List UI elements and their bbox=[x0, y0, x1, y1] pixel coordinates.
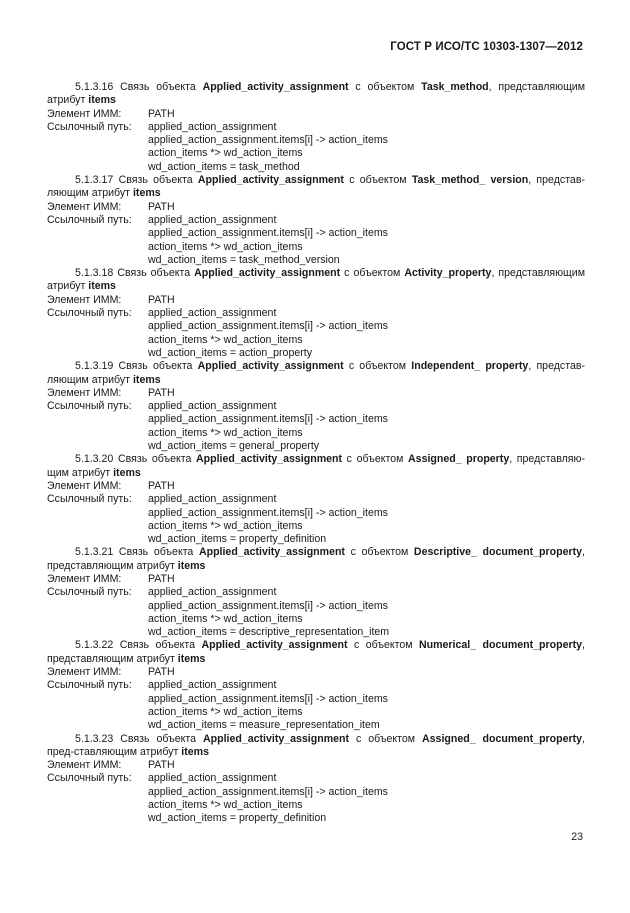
target-entity-name: Assigned_ document_property bbox=[422, 732, 583, 745]
element-row bbox=[47, 759, 585, 772]
section-heading bbox=[47, 546, 585, 573]
heading-text: , представляющим атрибут bbox=[47, 639, 585, 665]
source-entity-name: Applied_activity_assignment bbox=[194, 267, 341, 280]
heading-text: , представ-ляющим атрибут bbox=[47, 360, 585, 386]
section-number: 5.1.3.16 bbox=[75, 81, 114, 93]
ref-path-row bbox=[47, 400, 585, 413]
ref-path-line: applied_action_assignment bbox=[148, 120, 277, 133]
ref-path-row bbox=[47, 772, 585, 785]
section-number: 5.1.3.20 bbox=[75, 453, 114, 466]
target-entity-name: Activity_property bbox=[404, 267, 492, 280]
page-number: 23 bbox=[571, 831, 583, 843]
element-label: Элемент ИММ: bbox=[47, 572, 122, 585]
ref-path-label: Ссылочный путь: bbox=[47, 586, 132, 599]
section-number: 5.1.3.21 bbox=[75, 546, 114, 559]
ref-path-line: applied_action_assignment.items[i] -> action_items bbox=[148, 785, 388, 798]
ref-path-continuation bbox=[47, 413, 585, 453]
element-label: Элемент ИММ: bbox=[47, 666, 122, 679]
element-row bbox=[47, 573, 585, 586]
section-heading bbox=[47, 174, 585, 201]
document-code-header: ГОСТ Р ИСО/ТС 10303-1307—2012 bbox=[390, 41, 583, 53]
attribute-name: items bbox=[113, 466, 141, 479]
element-label: Элемент ИММ: bbox=[47, 200, 122, 213]
heading-text: с объектом bbox=[342, 453, 409, 466]
section-number: 5.1.3.23 bbox=[75, 732, 114, 745]
ref-path-line: applied_action_assignment bbox=[148, 493, 277, 506]
ref-path-line: applied_action_assignment bbox=[148, 586, 277, 599]
element-row bbox=[47, 387, 585, 400]
ref-path-line: wd_action_items = action_property bbox=[148, 346, 313, 359]
target-entity-name: Task_method_ version bbox=[411, 174, 529, 187]
source-entity-name: Applied_activity_assignment bbox=[202, 81, 349, 93]
element-row bbox=[47, 108, 585, 121]
heading-text: Связь объекта bbox=[113, 639, 202, 652]
ref-path-line: wd_action_items = task_method bbox=[148, 160, 300, 173]
source-entity-name: Applied_activity_assignment bbox=[197, 360, 344, 373]
section-heading bbox=[47, 267, 585, 294]
element-value: PATH bbox=[148, 479, 175, 492]
attribute-name: items bbox=[177, 652, 206, 665]
element-label: Элемент ИММ: bbox=[47, 479, 122, 492]
ref-path-label: Ссылочный путь: bbox=[47, 400, 132, 413]
ref-path-row bbox=[47, 214, 585, 227]
ref-path-continuation bbox=[47, 507, 585, 547]
element-value: PATH bbox=[148, 107, 175, 120]
ref-path-label: Ссылочный путь: bbox=[47, 772, 132, 785]
target-entity-name: Numerical_ document_property bbox=[418, 639, 583, 652]
section-heading bbox=[47, 639, 585, 666]
heading-text: , представляющим атрибут bbox=[47, 81, 585, 107]
attribute-name: items bbox=[88, 94, 116, 107]
section-number: 5.1.3.17 bbox=[75, 174, 114, 187]
ref-path-line: wd_action_items = task_method_version bbox=[148, 253, 340, 266]
element-row bbox=[47, 201, 585, 214]
ref-path-line: action_items *> wd_action_items bbox=[148, 333, 303, 346]
ref-path-line: applied_action_assignment.items[i] -> action_items bbox=[148, 227, 388, 240]
ref-path-line: applied_action_assignment.items[i] -> action_items bbox=[148, 134, 388, 147]
heading-text: Связь объекта bbox=[113, 267, 195, 280]
element-value: PATH bbox=[148, 759, 175, 772]
ref-path-line: applied_action_assignment.items[i] -> action_items bbox=[148, 506, 388, 519]
mapping-section bbox=[47, 639, 585, 732]
target-entity-name: Assigned_ property bbox=[408, 453, 510, 466]
heading-text: с объектом bbox=[343, 174, 412, 187]
ref-path-continuation bbox=[47, 786, 585, 826]
ref-path-continuation bbox=[47, 134, 585, 174]
source-entity-name: Applied_activity_assignment bbox=[203, 732, 350, 745]
section-number: 5.1.3.22 bbox=[75, 639, 114, 652]
section-heading bbox=[47, 453, 585, 480]
section-number: 5.1.3.18 bbox=[75, 267, 114, 280]
element-label: Элемент ИММ: bbox=[47, 107, 122, 120]
ref-path-line: applied_action_assignment bbox=[148, 679, 277, 692]
source-entity-name: Applied_activity_assignment bbox=[201, 639, 348, 652]
ref-path-label: Ссылочный путь: bbox=[47, 679, 132, 692]
section-heading bbox=[47, 360, 585, 387]
heading-text: , представляющим атрибут bbox=[47, 267, 585, 293]
mapping-section bbox=[47, 81, 585, 174]
ref-path-row bbox=[47, 586, 585, 599]
ref-path-line: applied_action_assignment.items[i] -> action_items bbox=[148, 413, 388, 426]
heading-text: Связь объекта bbox=[113, 732, 203, 745]
ref-path-label: Ссылочный путь: bbox=[47, 307, 132, 320]
ref-path-line: applied_action_assignment bbox=[148, 772, 277, 785]
ref-path-row bbox=[47, 307, 585, 320]
target-entity-name: Task_method bbox=[421, 81, 489, 93]
heading-text: с объектом bbox=[344, 546, 414, 559]
heading-text: Связь объекта bbox=[113, 81, 203, 93]
section-heading bbox=[47, 81, 585, 108]
mapping-section bbox=[47, 174, 585, 267]
element-value: PATH bbox=[148, 200, 175, 213]
ref-path-line: wd_action_items = property_definition bbox=[148, 812, 327, 825]
element-label: Элемент ИММ: bbox=[47, 386, 122, 399]
ref-path-line: applied_action_assignment.items[i] -> action_items bbox=[148, 692, 388, 705]
element-value: PATH bbox=[148, 386, 175, 399]
ref-path-row bbox=[47, 121, 585, 134]
heading-text: Связь объекта bbox=[113, 174, 198, 187]
source-entity-name: Applied_activity_assignment bbox=[198, 546, 345, 559]
heading-text: с объектом bbox=[349, 732, 423, 745]
heading-text: , представ-ляющим атрибут bbox=[47, 174, 585, 200]
heading-text: , пред-ставляющим атрибут bbox=[47, 732, 585, 758]
section-number: 5.1.3.19 bbox=[75, 360, 114, 373]
attribute-name: items bbox=[181, 745, 209, 758]
target-entity-name: Independent_ property bbox=[411, 360, 529, 373]
element-label: Элемент ИММ: bbox=[47, 759, 122, 772]
ref-path-line: action_items *> wd_action_items bbox=[148, 147, 303, 160]
ref-path-line: wd_action_items = property_definition bbox=[148, 533, 327, 546]
ref-path-row bbox=[47, 493, 585, 506]
target-entity-name: Descriptive_ document_property bbox=[413, 546, 583, 559]
ref-path-line: action_items *> wd_action_items bbox=[148, 426, 303, 439]
heading-text: с объектом bbox=[348, 81, 422, 93]
mapping-section bbox=[47, 733, 585, 826]
ref-path-label: Ссылочный путь: bbox=[47, 213, 132, 226]
ref-path-label: Ссылочный путь: bbox=[47, 493, 132, 506]
attribute-name: items bbox=[132, 187, 161, 200]
ref-path-line: action_items *> wd_action_items bbox=[148, 612, 303, 625]
attribute-name: items bbox=[132, 373, 161, 386]
mapping-section bbox=[47, 453, 585, 546]
ref-path-line: applied_action_assignment bbox=[148, 213, 277, 226]
ref-path-line: action_items *> wd_action_items bbox=[148, 519, 303, 532]
heading-text: Связь объекта bbox=[113, 546, 199, 559]
ref-path-line: action_items *> wd_action_items bbox=[148, 799, 303, 812]
heading-text: с объектом bbox=[340, 267, 405, 280]
ref-path-line: applied_action_assignment bbox=[148, 307, 277, 320]
ref-path-continuation bbox=[47, 227, 585, 267]
element-row bbox=[47, 480, 585, 493]
ref-path-label: Ссылочный путь: bbox=[47, 120, 132, 133]
element-row bbox=[47, 666, 585, 679]
ref-path-continuation bbox=[47, 693, 585, 733]
section-heading bbox=[47, 733, 585, 760]
ref-path-line: wd_action_items = measure_representation_item bbox=[148, 719, 380, 732]
mapping-section bbox=[47, 267, 585, 360]
element-value: PATH bbox=[148, 293, 175, 306]
element-value: PATH bbox=[148, 572, 175, 585]
ref-path-line: wd_action_items = general_property bbox=[148, 440, 320, 453]
ref-path-line: action_items *> wd_action_items bbox=[148, 240, 303, 253]
source-entity-name: Applied_activity_assignment bbox=[197, 174, 344, 187]
heading-text: с объектом bbox=[343, 360, 412, 373]
mapping-section bbox=[47, 546, 585, 639]
heading-text: , представляющим атрибут bbox=[47, 546, 585, 572]
ref-path-continuation bbox=[47, 320, 585, 360]
attribute-name: items bbox=[177, 559, 206, 572]
attribute-name: items bbox=[88, 280, 116, 293]
heading-text: Связь объекта bbox=[113, 453, 196, 466]
ref-path-continuation bbox=[47, 600, 585, 640]
ref-path-line: action_items *> wd_action_items bbox=[148, 705, 303, 718]
ref-path-line: wd_action_items = descriptive_representation_item bbox=[148, 626, 390, 639]
heading-text: , представляю-щим атрибут bbox=[47, 453, 585, 479]
source-entity-name: Applied_activity_assignment bbox=[196, 453, 343, 466]
document-body bbox=[47, 81, 585, 826]
element-row bbox=[47, 294, 585, 307]
mapping-section bbox=[47, 360, 585, 453]
heading-text: Связь объекта bbox=[113, 360, 198, 373]
heading-text: с объектом bbox=[347, 639, 419, 652]
ref-path-line: applied_action_assignment bbox=[148, 400, 277, 413]
element-label: Элемент ИММ: bbox=[47, 293, 122, 306]
ref-path-line: applied_action_assignment.items[i] -> action_items bbox=[148, 599, 388, 612]
ref-path-row bbox=[47, 679, 585, 692]
ref-path-line: applied_action_assignment.items[i] -> action_items bbox=[148, 320, 388, 333]
element-value: PATH bbox=[148, 666, 175, 679]
